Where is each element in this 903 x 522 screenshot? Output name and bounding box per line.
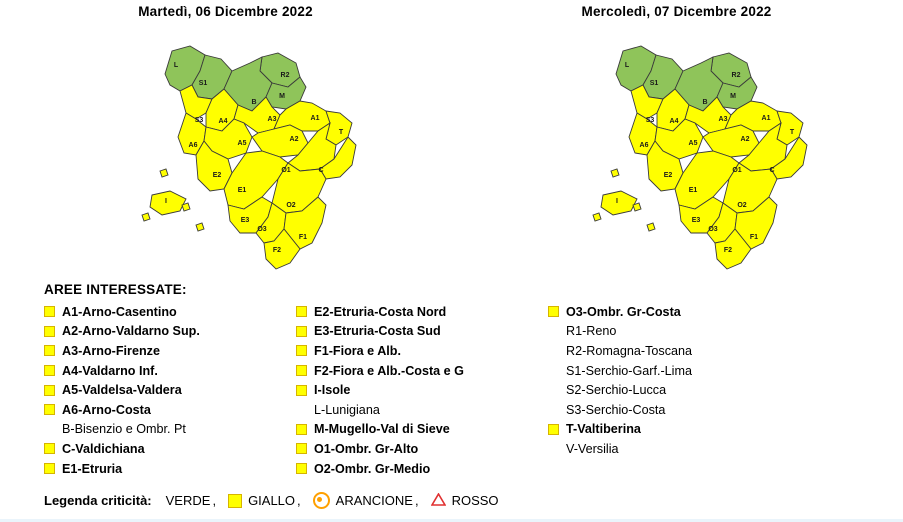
legend-label-rosso: ROSSO	[451, 493, 499, 508]
areas-column-3	[548, 302, 828, 478]
area-label: S1-Serchio-Garf.-Lima	[566, 363, 692, 378]
no-swatch-icon	[548, 345, 559, 356]
legend-label-arancione: ARANCIONE	[335, 493, 413, 508]
map-panel-day2	[451, 0, 902, 285]
area-label: B-Bisenzio e Ombr. Pt	[62, 422, 186, 437]
svg-text:S3: S3	[194, 117, 204, 124]
svg-text:A2: A2	[289, 136, 299, 143]
list-item	[548, 322, 828, 342]
svg-text:E2: E2	[212, 172, 222, 179]
svg-text:E3: E3	[240, 217, 250, 224]
svg-text:R2: R2	[280, 72, 290, 79]
area-label: M-Mugello-Val di Sieve	[314, 422, 450, 437]
svg-text:M: M	[279, 93, 285, 100]
area-label: A4-Valdarno Inf.	[62, 363, 158, 378]
legend-sep: ,	[297, 493, 301, 508]
area-label: F2-Fiora e Alb.-Costa e G	[314, 363, 464, 378]
area-label: E3-Etruria-Costa Sud	[314, 324, 441, 339]
areas-title: AREE INTERESSATE:	[44, 282, 187, 297]
list-item	[296, 302, 548, 322]
svg-text:R2: R2	[731, 72, 741, 79]
zone-I-gorgona	[160, 169, 168, 177]
list-item	[548, 420, 828, 440]
svg-text:A3: A3	[267, 116, 277, 123]
legend-item-rosso	[431, 493, 501, 509]
yellow-swatch-icon	[228, 494, 242, 508]
yellow-swatch-icon	[296, 345, 307, 356]
area-label: E2-Etruria-Costa Nord	[314, 304, 447, 319]
zone-I-pianosa	[593, 213, 601, 221]
svg-text:S3: S3	[645, 117, 655, 124]
list-item	[296, 439, 548, 459]
yellow-swatch-icon	[296, 385, 307, 396]
yellow-swatch-icon	[296, 326, 307, 337]
list-item	[44, 439, 296, 459]
area-label: T-Valtiberina	[566, 422, 641, 437]
list-item	[296, 420, 548, 440]
area-label: C-Valdichiana	[62, 441, 145, 456]
svg-text:I: I	[616, 198, 618, 205]
zone-I-giglio	[196, 223, 204, 231]
zone-I-elba	[601, 191, 637, 215]
area-label: O2-Ombr. Gr-Medio	[314, 461, 431, 476]
list-item	[296, 322, 548, 342]
area-label: E1-Etruria	[62, 461, 123, 476]
no-swatch-icon	[548, 443, 559, 454]
svg-text:A5: A5	[688, 140, 698, 147]
area-label: L-Lunigiana	[314, 402, 380, 417]
areas-column-1	[44, 302, 296, 478]
zone-I-elba	[150, 191, 186, 215]
no-swatch-icon	[44, 424, 55, 435]
area-label: F1-Fiora e Alb.	[314, 343, 401, 358]
svg-text:A1: A1	[310, 115, 320, 122]
area-label: O1-Ombr. Gr-Alto	[314, 441, 419, 456]
list-item	[296, 361, 548, 381]
yellow-swatch-icon	[296, 365, 307, 376]
svg-text:O2: O2	[737, 202, 747, 209]
svg-text:C: C	[769, 167, 775, 174]
svg-text:O1: O1	[732, 167, 742, 174]
list-item	[296, 459, 548, 479]
legend-sep: ,	[414, 493, 419, 508]
list-item	[296, 400, 548, 420]
tuscany-map-day1	[0, 19, 451, 281]
legend-item-verde	[166, 493, 216, 508]
svg-text:A2: A2	[740, 136, 750, 143]
list-item	[44, 341, 296, 361]
svg-text:O1: O1	[281, 167, 291, 174]
list-item	[548, 400, 828, 420]
area-label: S2-Serchio-Lucca	[566, 383, 667, 398]
svg-text:B: B	[702, 99, 708, 106]
list-item	[548, 380, 828, 400]
yellow-swatch-icon	[44, 404, 55, 415]
zone-I-capraia	[182, 203, 190, 211]
yellow-swatch-icon	[296, 463, 307, 474]
svg-text:A4: A4	[669, 118, 679, 125]
area-label: O3-Ombr. Gr-Costa	[566, 304, 681, 319]
yellow-swatch-icon	[44, 385, 55, 396]
svg-text:A5: A5	[237, 140, 247, 147]
areas-columns	[44, 302, 903, 478]
area-label: V-Versilia	[566, 441, 619, 456]
no-swatch-icon	[548, 385, 559, 396]
list-item	[548, 439, 828, 459]
yellow-swatch-icon	[548, 306, 559, 317]
area-label: R2-Romagna-Toscana	[566, 343, 692, 358]
list-item	[296, 341, 548, 361]
yellow-swatch-icon	[296, 306, 307, 317]
svg-text:S1: S1	[198, 80, 208, 87]
list-item	[44, 400, 296, 420]
svg-text:E2: E2	[663, 172, 673, 179]
zone-I-pianosa	[142, 213, 150, 221]
yellow-swatch-icon	[548, 424, 559, 435]
svg-text:C: C	[318, 167, 324, 174]
areas-column-2	[296, 302, 548, 478]
yellow-swatch-icon	[44, 326, 55, 337]
svg-text:L: L	[173, 62, 179, 69]
list-item	[548, 302, 828, 322]
list-item	[296, 380, 548, 400]
svg-text:O3: O3	[257, 226, 267, 233]
affected-areas-section	[0, 282, 903, 478]
svg-text:F1: F1	[298, 234, 308, 241]
red-triangle-icon	[431, 493, 446, 509]
map-title-day1: Martedì, 06 Dicembre 2022	[138, 4, 313, 19]
list-item	[44, 322, 296, 342]
yellow-swatch-icon	[296, 443, 307, 454]
svg-text:F2: F2	[272, 247, 282, 254]
area-label: A1-Arno-Casentino	[62, 304, 177, 319]
area-label: A5-Valdelsa-Valdera	[62, 383, 182, 398]
svg-text:S1: S1	[649, 80, 659, 87]
svg-text:E3: E3	[691, 217, 701, 224]
legend-label-verde: VERDE	[165, 493, 211, 508]
orange-circle-icon	[313, 492, 330, 509]
no-swatch-icon	[296, 404, 307, 415]
list-item	[44, 361, 296, 381]
no-swatch-icon	[548, 365, 559, 376]
svg-text:I: I	[165, 198, 167, 205]
legend-label-giallo: GIALLO	[248, 493, 296, 508]
area-label: S3-Serchio-Costa	[566, 402, 666, 417]
list-item	[548, 341, 828, 361]
tuscany-map-day2	[451, 19, 902, 281]
svg-text:F1: F1	[749, 234, 759, 241]
map-title-day2: Mercoledì, 07 Dicembre 2022	[581, 4, 772, 19]
yellow-swatch-icon	[44, 365, 55, 376]
zone-I-giglio	[647, 223, 655, 231]
list-item	[44, 459, 296, 479]
svg-text:T: T	[338, 129, 344, 136]
legend-item-arancione	[313, 492, 419, 509]
yellow-swatch-icon	[296, 424, 307, 435]
svg-text:T: T	[789, 129, 795, 136]
list-item	[44, 302, 296, 322]
list-item	[548, 361, 828, 381]
yellow-swatch-icon	[44, 345, 55, 356]
svg-text:L: L	[624, 62, 630, 69]
svg-text:E1: E1	[688, 187, 698, 194]
svg-text:A4: A4	[218, 118, 228, 125]
svg-text:A6: A6	[188, 142, 198, 149]
area-label: R1-Reno	[566, 324, 617, 339]
svg-text:A1: A1	[761, 115, 771, 122]
zone-I-capraia	[633, 203, 641, 211]
legend-item-giallo	[228, 493, 301, 508]
map-panel-day1	[0, 0, 451, 285]
svg-text:A6: A6	[639, 142, 649, 149]
svg-text:E1: E1	[237, 187, 247, 194]
zone-I-gorgona	[611, 169, 619, 177]
yellow-swatch-icon	[44, 463, 55, 474]
no-swatch-icon	[548, 404, 559, 415]
svg-text:F2: F2	[723, 247, 733, 254]
criticality-legend	[44, 492, 505, 509]
area-label: A3-Arno-Firenze	[62, 343, 160, 358]
yellow-swatch-icon	[44, 306, 55, 317]
area-label: A6-Arno-Costa	[62, 402, 151, 417]
area-label: A2-Arno-Valdarno Sup.	[62, 324, 200, 339]
yellow-swatch-icon	[44, 443, 55, 454]
svg-text:B: B	[251, 99, 257, 106]
svg-text:M: M	[730, 93, 736, 100]
list-item	[44, 380, 296, 400]
legend-sep: ,	[212, 493, 217, 508]
no-swatch-icon	[548, 326, 559, 337]
area-label: I-Isole	[314, 383, 351, 398]
svg-text:A3: A3	[718, 116, 728, 123]
svg-text:O2: O2	[286, 202, 296, 209]
list-item	[44, 420, 296, 440]
svg-text:O3: O3	[708, 226, 718, 233]
legend-title: Legenda criticità:	[44, 493, 152, 508]
